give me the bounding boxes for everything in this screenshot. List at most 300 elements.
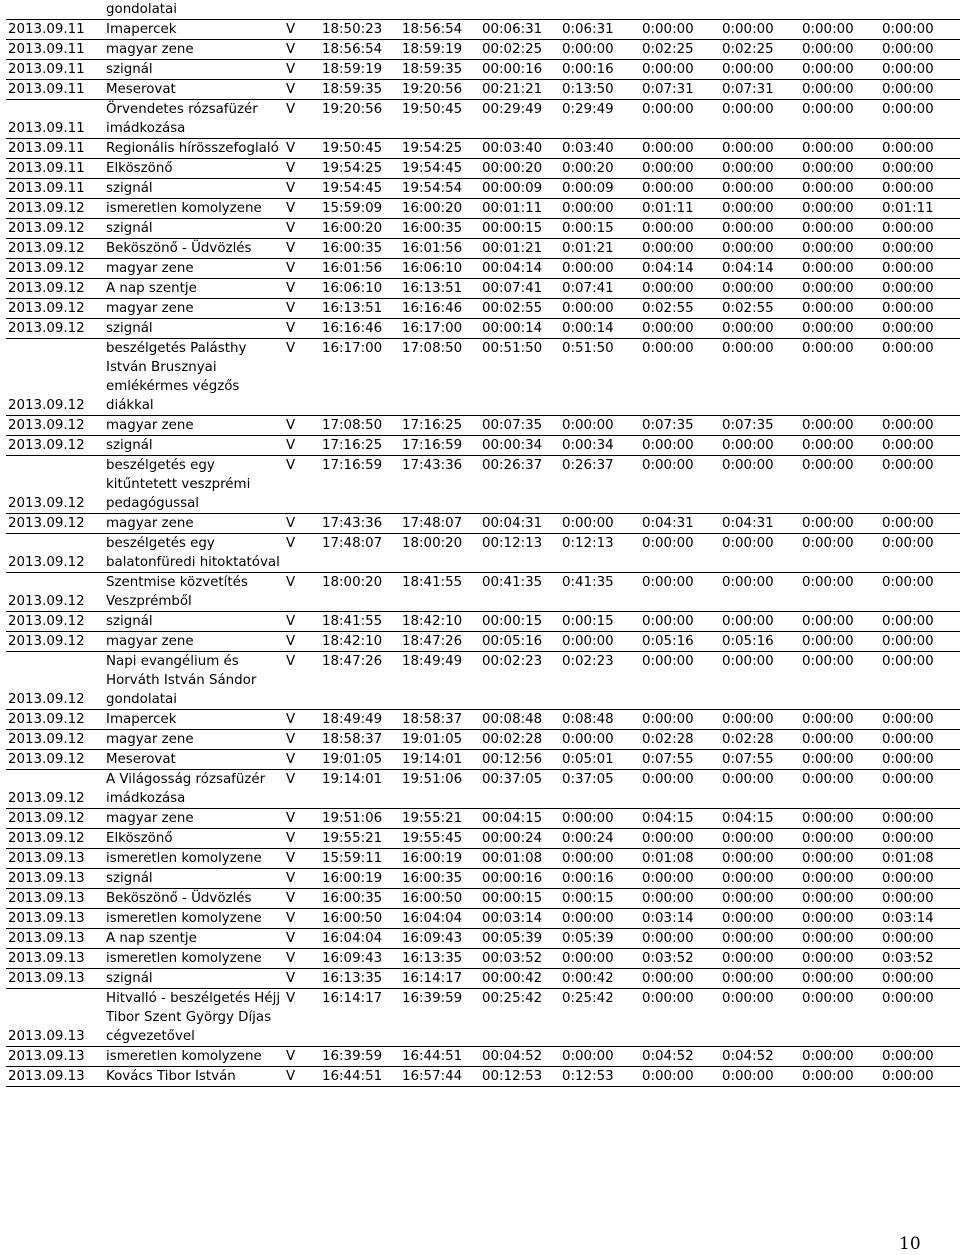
table-row — [6, 710, 960, 730]
date-cell: 2013.09.12 — [6, 299, 104, 319]
duration-cell: 00:41:35 — [480, 573, 560, 612]
speech-time-cell: 0:37:05 — [560, 770, 640, 809]
other-time-cell: 0:00:00 — [800, 1067, 880, 1087]
date-cell: 2013.09.12 — [6, 750, 104, 770]
other-time-cell: 0:00:00 — [800, 139, 880, 159]
program-title-cell: magyar zene — [104, 416, 284, 436]
speech-time-cell: 0:12:13 — [560, 534, 640, 573]
music-time-cell: 0:00:00 — [640, 573, 720, 612]
other-time-cell: 0:00:00 — [800, 534, 880, 573]
hungarian-music-time-cell: 0:00:00 — [720, 239, 800, 259]
end-time-cell: 19:54:45 — [400, 159, 480, 179]
program-title-cell: A nap szentje — [104, 279, 284, 299]
speech-time-cell: 0:00:00 — [560, 909, 640, 929]
duration-cell: 00:02:23 — [480, 652, 560, 710]
hungarian-music-time-cell: 0:02:55 — [720, 299, 800, 319]
duration-cell: 00:07:35 — [480, 416, 560, 436]
table-row — [6, 60, 960, 80]
end-time-cell: 17:43:36 — [400, 456, 480, 514]
music-time-cell: 0:04:14 — [640, 259, 720, 279]
program-title-cell: szignál — [104, 179, 284, 199]
program-title-cell: szignál — [104, 219, 284, 239]
unknown-music-time-cell: 0:00:00 — [880, 40, 960, 60]
broadcast-log-sheet — [6, 0, 960, 1087]
end-time-cell: 16:01:56 — [400, 239, 480, 259]
music-time-cell: 0:00:00 — [640, 652, 720, 710]
date-cell: 2013.09.11 — [6, 40, 104, 60]
program-title-cell: magyar zene — [104, 299, 284, 319]
unknown-music-time-cell: 0:01:11 — [880, 199, 960, 219]
table-row — [6, 436, 960, 456]
table-row — [6, 279, 960, 299]
end-time-cell: 18:41:55 — [400, 573, 480, 612]
unknown-music-time-cell: 0:00:00 — [880, 829, 960, 849]
other-time-cell: 0:00:00 — [800, 319, 880, 339]
date-cell: 2013.09.12 — [6, 809, 104, 829]
date-cell: 2013.09.11 — [6, 159, 104, 179]
start-time-cell: 16:00:20 — [320, 219, 400, 239]
start-time-cell: 17:16:25 — [320, 436, 400, 456]
table-row — [6, 652, 960, 710]
program-title-cell: magyar zene — [104, 259, 284, 279]
start-time-cell: 17:48:07 — [320, 534, 400, 573]
date-cell: 2013.09.11 — [6, 100, 104, 139]
music-time-cell: 0:00:00 — [640, 889, 720, 909]
date-cell: 2013.09.12 — [6, 534, 104, 573]
table-row — [6, 573, 960, 612]
channel-cell: V — [284, 573, 320, 612]
duration-cell: 00:00:24 — [480, 829, 560, 849]
speech-time-cell: 0:00:15 — [560, 889, 640, 909]
other-time-cell: 0:00:00 — [800, 730, 880, 750]
date-cell: 2013.09.12 — [6, 219, 104, 239]
end-time-cell: 17:48:07 — [400, 514, 480, 534]
other-time-cell: 0:00:00 — [800, 889, 880, 909]
date-cell: 2013.09.11 — [6, 20, 104, 40]
date-cell: 2013.09.12 — [6, 259, 104, 279]
date-cell: 2013.09.12 — [6, 770, 104, 809]
hungarian-music-time-cell: 0:00:00 — [720, 319, 800, 339]
unknown-music-time-cell: 0:00:00 — [880, 259, 960, 279]
date-cell: 2013.09.11 — [6, 80, 104, 100]
duration-cell: 00:00:15 — [480, 612, 560, 632]
channel-cell: V — [284, 849, 320, 869]
duration-cell: 00:02:25 — [480, 40, 560, 60]
table-row — [6, 159, 960, 179]
music-time-cell: 0:00:00 — [640, 179, 720, 199]
hungarian-music-time-cell: 0:00:00 — [720, 969, 800, 989]
program-title-cell: ismeretlen komolyzene — [104, 199, 284, 219]
table-row — [6, 1047, 960, 1067]
hungarian-music-time-cell: 0:00:00 — [720, 339, 800, 416]
hungarian-music-time-cell: 0:00:00 — [720, 770, 800, 809]
speech-time-cell: 0:41:35 — [560, 573, 640, 612]
music-time-cell: 0:00:00 — [640, 929, 720, 949]
speech-time-cell: 0:01:21 — [560, 239, 640, 259]
speech-time-cell: 0:00:14 — [560, 319, 640, 339]
program-title-cell: szignál — [104, 969, 284, 989]
duration-cell: 00:01:08 — [480, 849, 560, 869]
table-row — [6, 339, 960, 416]
date-cell: 2013.09.12 — [6, 239, 104, 259]
table-row — [6, 299, 960, 319]
speech-time-cell: 0:00:24 — [560, 829, 640, 849]
hungarian-music-time-cell: 0:00:00 — [720, 60, 800, 80]
duration-cell: 00:00:15 — [480, 219, 560, 239]
music-time-cell: 0:00:00 — [640, 279, 720, 299]
date-cell: 2013.09.12 — [6, 710, 104, 730]
hungarian-music-time-cell: 0:02:25 — [720, 40, 800, 60]
duration-cell: 00:00:34 — [480, 436, 560, 456]
end-time-cell: 16:17:00 — [400, 319, 480, 339]
duration-cell: 00:03:40 — [480, 139, 560, 159]
unknown-music-time-cell: 0:00:00 — [880, 60, 960, 80]
start-time-cell: 18:49:49 — [320, 710, 400, 730]
start-time-cell: 16:17:00 — [320, 339, 400, 416]
start-time-cell: 16:01:56 — [320, 259, 400, 279]
duration-cell: 00:00:15 — [480, 889, 560, 909]
program-title-cell: ismeretlen komolyzene — [104, 1047, 284, 1067]
program-title-cell: ismeretlen komolyzene — [104, 849, 284, 869]
date-cell: 2013.09.12 — [6, 730, 104, 750]
end-time-cell: 16:00:20 — [400, 199, 480, 219]
table-row — [6, 80, 960, 100]
music-time-cell: 0:00:00 — [640, 710, 720, 730]
program-title-cell: ismeretlen komolyzene — [104, 949, 284, 969]
music-time-cell: 0:05:16 — [640, 632, 720, 652]
unknown-music-time-cell: 0:00:00 — [880, 1067, 960, 1087]
table-row — [6, 456, 960, 514]
table-row — [6, 750, 960, 770]
end-time-cell: 16:44:51 — [400, 1047, 480, 1067]
unknown-music-time-cell: 0:00:00 — [880, 750, 960, 770]
program-title-cell: Regionális hírösszefoglaló — [104, 139, 284, 159]
other-time-cell: 0:00:00 — [800, 909, 880, 929]
unknown-music-time-cell: 0:00:00 — [880, 989, 960, 1047]
empty-cell — [284, 0, 960, 20]
date-cell: 2013.09.12 — [6, 652, 104, 710]
hungarian-music-time-cell: 0:05:16 — [720, 632, 800, 652]
hungarian-music-time-cell: 0:00:00 — [720, 534, 800, 573]
duration-cell: 00:04:31 — [480, 514, 560, 534]
music-time-cell: 0:00:00 — [640, 829, 720, 849]
duration-cell: 00:12:56 — [480, 750, 560, 770]
unknown-music-time-cell: 0:00:00 — [880, 319, 960, 339]
end-time-cell: 16:14:17 — [400, 969, 480, 989]
hungarian-music-time-cell: 0:04:31 — [720, 514, 800, 534]
other-time-cell: 0:00:00 — [800, 456, 880, 514]
duration-cell: 00:51:50 — [480, 339, 560, 416]
program-title-cell: Beköszönő - Üdvözlés — [104, 239, 284, 259]
program-title-cell: szignál — [104, 436, 284, 456]
music-time-cell: 0:07:35 — [640, 416, 720, 436]
date-cell: 2013.09.12 — [6, 632, 104, 652]
duration-cell: 00:12:53 — [480, 1067, 560, 1087]
table-row — [6, 20, 960, 40]
end-time-cell: 18:56:54 — [400, 20, 480, 40]
other-time-cell: 0:00:00 — [800, 809, 880, 829]
unknown-music-time-cell: 0:03:52 — [880, 949, 960, 969]
end-time-cell: 17:16:25 — [400, 416, 480, 436]
program-title-cell: magyar zene — [104, 809, 284, 829]
music-time-cell: 0:02:25 — [640, 40, 720, 60]
page-number: 10 — [899, 1234, 921, 1254]
other-time-cell: 0:00:00 — [800, 573, 880, 612]
other-time-cell: 0:00:00 — [800, 929, 880, 949]
hungarian-music-time-cell: 0:00:00 — [720, 100, 800, 139]
unknown-music-time-cell: 0:00:00 — [880, 279, 960, 299]
start-time-cell: 16:14:17 — [320, 989, 400, 1047]
music-time-cell: 0:01:11 — [640, 199, 720, 219]
table-row — [6, 40, 960, 60]
program-title-cell: szignál — [104, 60, 284, 80]
speech-time-cell: 0:03:40 — [560, 139, 640, 159]
end-time-cell: 16:57:44 — [400, 1067, 480, 1087]
start-time-cell: 18:59:19 — [320, 60, 400, 80]
unknown-music-time-cell: 0:00:00 — [880, 436, 960, 456]
hungarian-music-time-cell: 0:00:00 — [720, 1067, 800, 1087]
hungarian-music-time-cell: 0:00:00 — [720, 573, 800, 612]
program-title-cell: magyar zene — [104, 40, 284, 60]
start-time-cell: 19:55:21 — [320, 829, 400, 849]
duration-cell: 00:08:48 — [480, 710, 560, 730]
table-row — [6, 139, 960, 159]
unknown-music-time-cell: 0:00:00 — [880, 809, 960, 829]
start-time-cell: 19:20:56 — [320, 100, 400, 139]
music-time-cell: 0:00:00 — [640, 219, 720, 239]
date-cell: 2013.09.12 — [6, 436, 104, 456]
start-time-cell: 16:04:04 — [320, 929, 400, 949]
other-time-cell: 0:00:00 — [800, 159, 880, 179]
date-cell: 2013.09.12 — [6, 279, 104, 299]
other-time-cell: 0:00:00 — [800, 20, 880, 40]
start-time-cell: 18:00:20 — [320, 573, 400, 612]
speech-time-cell: 0:00:16 — [560, 60, 640, 80]
program-title-cell: szignál — [104, 612, 284, 632]
program-title-cell: ismeretlen komolyzene — [104, 909, 284, 929]
other-time-cell: 0:00:00 — [800, 40, 880, 60]
duration-cell: 00:37:05 — [480, 770, 560, 809]
speech-time-cell: 0:00:15 — [560, 612, 640, 632]
end-time-cell: 19:50:45 — [400, 100, 480, 139]
broadcast-log-body — [6, 0, 960, 1087]
end-time-cell: 16:00:35 — [400, 869, 480, 889]
end-time-cell: 18:49:49 — [400, 652, 480, 710]
music-time-cell: 0:00:00 — [640, 159, 720, 179]
table-row — [6, 909, 960, 929]
start-time-cell: 18:42:10 — [320, 632, 400, 652]
table-row — [6, 770, 960, 809]
channel-cell: V — [284, 60, 320, 80]
start-time-cell: 16:06:10 — [320, 279, 400, 299]
end-time-cell: 16:13:35 — [400, 949, 480, 969]
table-row — [6, 534, 960, 573]
other-time-cell: 0:00:00 — [800, 416, 880, 436]
end-time-cell: 18:59:35 — [400, 60, 480, 80]
date-cell: 2013.09.13 — [6, 1047, 104, 1067]
music-time-cell: 0:00:00 — [640, 60, 720, 80]
unknown-music-time-cell: 0:00:00 — [880, 339, 960, 416]
channel-cell: V — [284, 219, 320, 239]
unknown-music-time-cell: 0:00:00 — [880, 20, 960, 40]
table-row — [6, 949, 960, 969]
unknown-music-time-cell: 0:03:14 — [880, 909, 960, 929]
channel-cell: V — [284, 339, 320, 416]
music-time-cell: 0:01:08 — [640, 849, 720, 869]
unknown-music-time-cell: 0:00:00 — [880, 416, 960, 436]
duration-cell: 00:05:16 — [480, 632, 560, 652]
table-row — [6, 239, 960, 259]
table-row — [6, 809, 960, 829]
date-cell: 2013.09.11 — [6, 60, 104, 80]
end-time-cell: 16:06:10 — [400, 259, 480, 279]
music-time-cell: 0:02:55 — [640, 299, 720, 319]
other-time-cell: 0:00:00 — [800, 259, 880, 279]
table-row — [6, 612, 960, 632]
music-time-cell: 0:00:00 — [640, 339, 720, 416]
duration-cell: 00:03:52 — [480, 949, 560, 969]
program-title-cell: Napi evangélium és Horváth István Sándor gondolatai — [104, 652, 284, 710]
other-time-cell: 0:00:00 — [800, 632, 880, 652]
music-time-cell: 0:00:00 — [640, 770, 720, 809]
end-time-cell: 19:55:21 — [400, 809, 480, 829]
channel-cell: V — [284, 279, 320, 299]
speech-time-cell: 0:51:50 — [560, 339, 640, 416]
channel-cell: V — [284, 80, 320, 100]
end-time-cell: 19:01:05 — [400, 730, 480, 750]
program-title-cell: beszélgetés Palásthy István Brusznyai emlékérmes végzős diákkal — [104, 339, 284, 416]
duration-cell: 00:00:16 — [480, 60, 560, 80]
speech-time-cell: 0:12:53 — [560, 1067, 640, 1087]
duration-cell: 00:01:21 — [480, 239, 560, 259]
music-time-cell: 0:00:00 — [640, 436, 720, 456]
date-cell — [6, 0, 104, 20]
other-time-cell: 0:00:00 — [800, 299, 880, 319]
program-title-cell: Elköszönő — [104, 829, 284, 849]
other-time-cell: 0:00:00 — [800, 199, 880, 219]
music-time-cell: 0:00:00 — [640, 989, 720, 1047]
end-time-cell: 16:00:19 — [400, 849, 480, 869]
unknown-music-time-cell: 0:00:00 — [880, 239, 960, 259]
music-time-cell: 0:00:00 — [640, 869, 720, 889]
program-title-cell: beszélgetés egy kitűntetett veszprémi pedagógussal — [104, 456, 284, 514]
other-time-cell: 0:00:00 — [800, 652, 880, 710]
hungarian-music-time-cell: 0:00:00 — [720, 869, 800, 889]
channel-cell: V — [284, 514, 320, 534]
start-time-cell: 16:09:43 — [320, 949, 400, 969]
program-title-cell: magyar zene — [104, 632, 284, 652]
other-time-cell: 0:00:00 — [800, 60, 880, 80]
channel-cell: V — [284, 889, 320, 909]
duration-cell: 00:00:09 — [480, 179, 560, 199]
duration-cell: 00:29:49 — [480, 100, 560, 139]
start-time-cell: 18:59:35 — [320, 80, 400, 100]
unknown-music-time-cell: 0:00:00 — [880, 1047, 960, 1067]
channel-cell: V — [284, 259, 320, 279]
program-title-cell: magyar zene — [104, 514, 284, 534]
unknown-music-time-cell: 0:00:00 — [880, 969, 960, 989]
table-row — [6, 989, 960, 1047]
channel-cell: V — [284, 40, 320, 60]
end-time-cell: 16:39:59 — [400, 989, 480, 1047]
channel-cell: V — [284, 239, 320, 259]
unknown-music-time-cell: 0:00:00 — [880, 179, 960, 199]
program-title-cell: Elköszönő — [104, 159, 284, 179]
table-row — [6, 969, 960, 989]
other-time-cell: 0:00:00 — [800, 179, 880, 199]
channel-cell: V — [284, 534, 320, 573]
unknown-music-time-cell: 0:00:00 — [880, 573, 960, 612]
music-time-cell: 0:00:00 — [640, 534, 720, 573]
date-cell: 2013.09.12 — [6, 339, 104, 416]
table-row — [6, 829, 960, 849]
hungarian-music-time-cell: 0:00:00 — [720, 159, 800, 179]
speech-time-cell: 0:00:00 — [560, 514, 640, 534]
unknown-music-time-cell: 0:00:00 — [880, 869, 960, 889]
hungarian-music-time-cell: 0:00:00 — [720, 436, 800, 456]
date-cell: 2013.09.13 — [6, 989, 104, 1047]
hungarian-music-time-cell: 0:04:15 — [720, 809, 800, 829]
start-time-cell: 17:16:59 — [320, 456, 400, 514]
duration-cell: 00:02:55 — [480, 299, 560, 319]
music-time-cell: 0:02:28 — [640, 730, 720, 750]
end-time-cell: 19:54:25 — [400, 139, 480, 159]
end-time-cell: 17:16:59 — [400, 436, 480, 456]
start-time-cell: 19:01:05 — [320, 750, 400, 770]
start-time-cell: 16:44:51 — [320, 1067, 400, 1087]
unknown-music-time-cell: 0:00:00 — [880, 929, 960, 949]
music-time-cell: 0:00:00 — [640, 100, 720, 139]
duration-cell: 00:00:16 — [480, 869, 560, 889]
hungarian-music-time-cell: 0:00:00 — [720, 929, 800, 949]
speech-time-cell: 0:00:00 — [560, 416, 640, 436]
hungarian-music-time-cell: 0:00:00 — [720, 989, 800, 1047]
speech-time-cell: 0:00:00 — [560, 40, 640, 60]
program-title-cell: Meserovat — [104, 750, 284, 770]
table-row — [6, 889, 960, 909]
program-title-cell: Beköszönő - Üdvözlés — [104, 889, 284, 909]
end-time-cell: 16:16:46 — [400, 299, 480, 319]
unknown-music-time-cell: 0:00:00 — [880, 730, 960, 750]
end-time-cell: 19:14:01 — [400, 750, 480, 770]
hungarian-music-time-cell: 0:00:00 — [720, 279, 800, 299]
unknown-music-time-cell: 0:00:00 — [880, 139, 960, 159]
other-time-cell: 0:00:00 — [800, 829, 880, 849]
duration-cell: 00:00:14 — [480, 319, 560, 339]
table-row — [6, 219, 960, 239]
program-title-cell: szignál — [104, 869, 284, 889]
duration-cell: 00:01:11 — [480, 199, 560, 219]
channel-cell: V — [284, 319, 320, 339]
other-time-cell: 0:00:00 — [800, 849, 880, 869]
date-cell: 2013.09.13 — [6, 869, 104, 889]
unknown-music-time-cell: 0:00:00 — [880, 80, 960, 100]
date-cell: 2013.09.13 — [6, 889, 104, 909]
hungarian-music-time-cell: 0:07:55 — [720, 750, 800, 770]
duration-cell: 00:04:52 — [480, 1047, 560, 1067]
music-time-cell: 0:07:31 — [640, 80, 720, 100]
date-cell: 2013.09.13 — [6, 929, 104, 949]
table-row — [6, 869, 960, 889]
end-time-cell: 16:00:35 — [400, 219, 480, 239]
program-title-cell: gondolatai — [104, 0, 284, 20]
speech-time-cell: 0:00:42 — [560, 969, 640, 989]
table-row-continuation — [6, 0, 960, 20]
channel-cell: V — [284, 949, 320, 969]
table-row — [6, 100, 960, 139]
date-cell: 2013.09.13 — [6, 949, 104, 969]
date-cell: 2013.09.13 — [6, 909, 104, 929]
